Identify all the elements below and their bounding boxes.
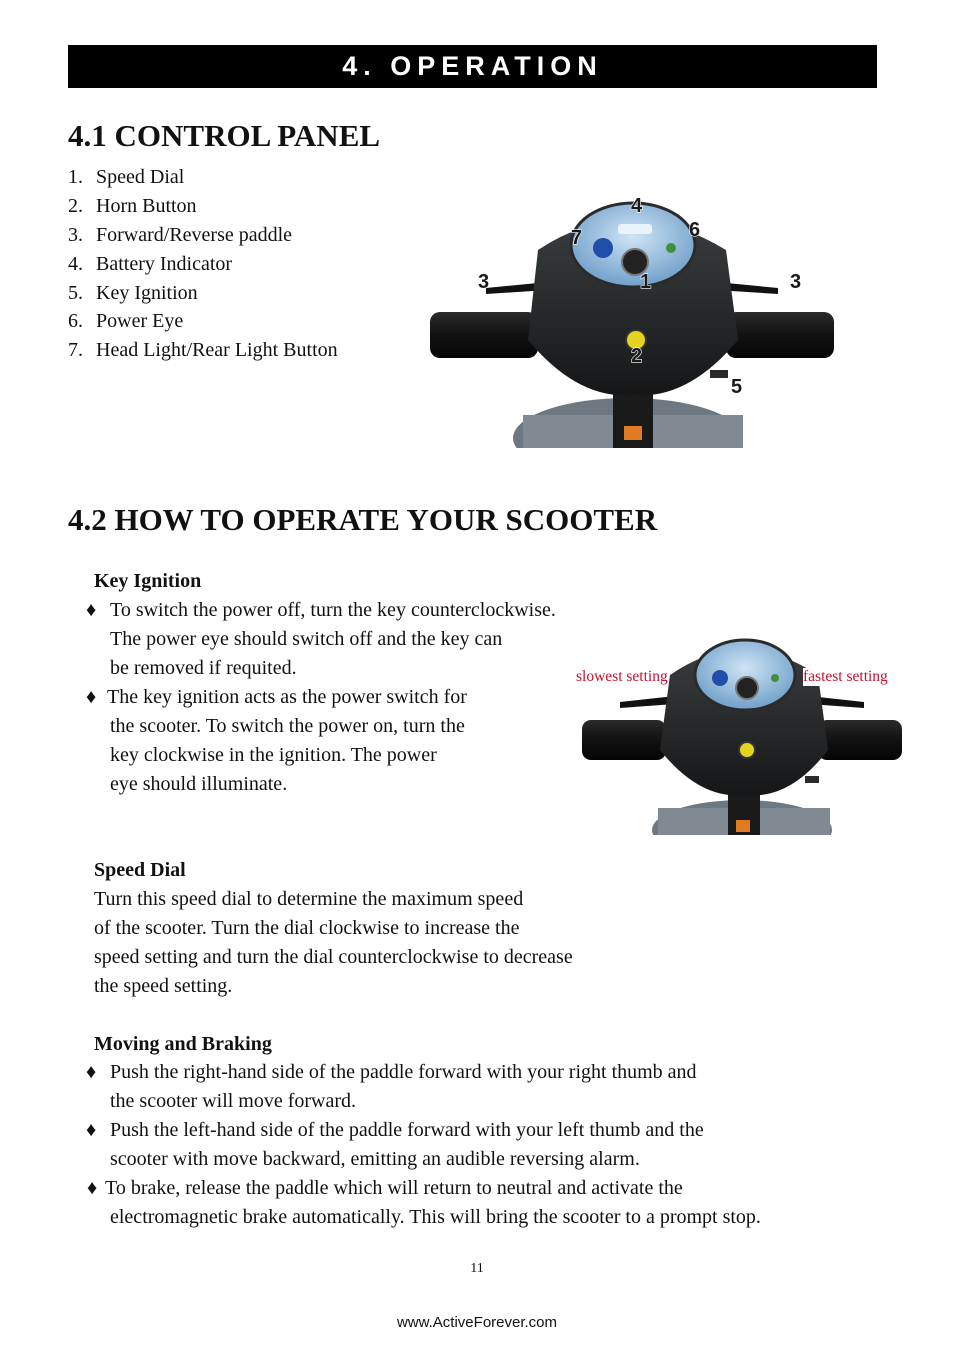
horn-button bbox=[739, 742, 755, 758]
control-panel-heading: 4.1 CONTROL PANEL bbox=[68, 118, 381, 153]
fastest-setting-label: fastest setting bbox=[803, 668, 888, 685]
page-number: 11 bbox=[470, 1261, 484, 1276]
light-button bbox=[593, 238, 613, 258]
list-item-number: 5. bbox=[68, 281, 83, 304]
list-item-label: Speed Dial bbox=[96, 166, 185, 188]
callout-1: 1 bbox=[640, 271, 652, 293]
line-text: To brake, release the paddle which will return to neutral and activate the bbox=[105, 1177, 683, 1199]
speed-dial-title: Speed Dial bbox=[94, 859, 186, 881]
list-item-label: Forward/Reverse paddle bbox=[96, 223, 293, 246]
moving-braking-line bbox=[86, 1058, 697, 1087]
left-grip bbox=[582, 720, 666, 760]
list-item bbox=[68, 192, 338, 221]
callout-3-left: 3 bbox=[478, 271, 490, 293]
list-item-number: 7. bbox=[68, 339, 83, 362]
moving-braking-line: electromagnetic brake automatically. This will bring the scooter to a prompt stop. bbox=[110, 1206, 761, 1228]
moving-braking-line bbox=[86, 1116, 704, 1145]
key-ignition bbox=[710, 370, 728, 378]
callout-7: 7 bbox=[571, 227, 583, 249]
list-item bbox=[68, 279, 338, 308]
battery-indicator bbox=[618, 224, 652, 234]
speed-dial-photo bbox=[580, 630, 904, 835]
moving-braking-line: scooter with move backward, emitting an audible reversing alarm. bbox=[110, 1148, 640, 1170]
list-item bbox=[68, 250, 338, 279]
bullet: ♦ bbox=[86, 1119, 97, 1141]
website-footer: www.ActiveForever.com bbox=[396, 1314, 558, 1331]
left-grip bbox=[430, 312, 538, 358]
key-ignition-line: eye should illuminate. bbox=[110, 773, 288, 795]
operate-heading: 4.2 HOW TO OPERATE YOUR SCOOTER bbox=[68, 502, 658, 537]
bullet: ♦ bbox=[86, 686, 97, 708]
list-item-number: 6. bbox=[68, 310, 83, 333]
callout-2: 2 bbox=[631, 345, 643, 367]
list-item-label: Battery Indicator bbox=[96, 252, 233, 275]
key-ignition-line bbox=[86, 683, 467, 712]
section-title: 4. OPERATION bbox=[342, 51, 603, 81]
list-item-number: 4. bbox=[68, 252, 83, 275]
line-text: The key ignition acts as the power switch for bbox=[107, 686, 467, 708]
speed-dial-line: speed setting and turn the dial counterclockwise to decrease bbox=[94, 946, 573, 968]
list-item bbox=[68, 336, 338, 365]
key-ignition-line: key clockwise in the ignition. The power bbox=[110, 744, 437, 766]
right-grip bbox=[726, 312, 834, 358]
line-text: To switch the power off, turn the key counterclockwise. bbox=[110, 599, 556, 621]
key-ignition-line bbox=[86, 596, 556, 625]
moving-braking-title: Moving and Braking bbox=[94, 1033, 272, 1055]
key-ignition-line: be removed if requited. bbox=[110, 657, 297, 679]
bullet: ♦ bbox=[86, 1061, 97, 1083]
key-ignition-line: The power eye should switch off and the key can bbox=[110, 628, 503, 650]
moving-braking-line: the scooter will move forward. bbox=[110, 1090, 357, 1112]
section-banner bbox=[68, 45, 877, 88]
slowest-setting-label: slowest setting bbox=[576, 668, 668, 685]
speed-dial bbox=[736, 677, 758, 699]
moving-braking-line bbox=[87, 1174, 683, 1203]
speed-dial-line: Turn this speed dial to determine the maximum speed bbox=[94, 888, 524, 910]
list-item-number: 3. bbox=[68, 223, 83, 246]
callout-3-right: 3 bbox=[790, 271, 802, 293]
list-item-label: Power Eye bbox=[96, 310, 184, 333]
list-item-number: 1. bbox=[68, 166, 83, 188]
bullet: ♦ bbox=[87, 1177, 98, 1199]
control-panel-photo bbox=[428, 190, 836, 448]
list-item-label: Horn Button bbox=[96, 194, 197, 217]
callout-5: 5 bbox=[731, 376, 743, 398]
power-eye bbox=[666, 243, 676, 253]
callout-6: 6 bbox=[689, 219, 701, 241]
speed-dial-line: of the scooter. Turn the dial clockwise to increase the bbox=[94, 917, 520, 939]
list-item bbox=[68, 221, 338, 250]
list-item-number: 2. bbox=[68, 194, 83, 217]
bullet: ♦ bbox=[86, 599, 97, 621]
speed-dial-line: the speed setting. bbox=[94, 975, 233, 997]
right-grip bbox=[818, 720, 902, 760]
control-panel-list bbox=[68, 163, 338, 365]
list-item-label: Key Ignition bbox=[96, 281, 198, 304]
list-item bbox=[68, 163, 338, 192]
key-ignition-title: Key Ignition bbox=[94, 570, 202, 592]
list-item-label: Head Light/Rear Light Button bbox=[96, 339, 338, 362]
key-ignition-line: the scooter. To switch the power on, turn the bbox=[110, 715, 465, 737]
line-text: Push the right-hand side of the paddle forward with your right thumb and bbox=[110, 1061, 697, 1083]
list-item bbox=[68, 307, 338, 336]
line-text: Push the left-hand side of the paddle forward with your left thumb and the bbox=[110, 1119, 704, 1141]
callout-4: 4 bbox=[631, 195, 643, 217]
